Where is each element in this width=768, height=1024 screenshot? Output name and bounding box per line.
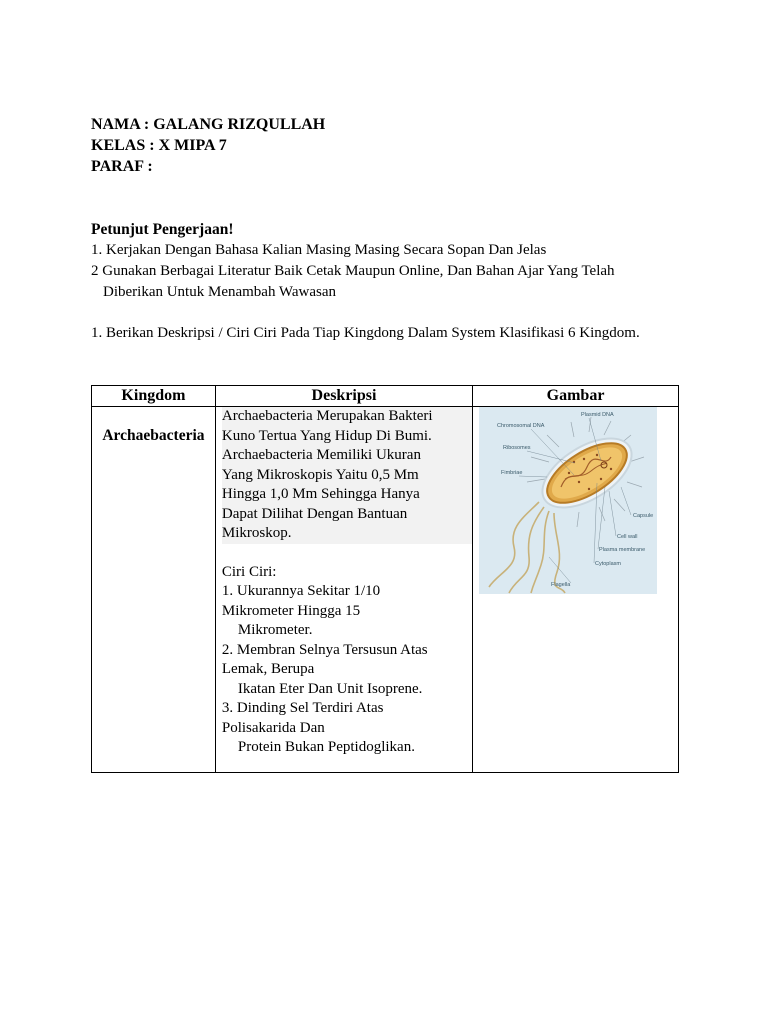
instruction-2-continued: Diberikan Untuk Menambah Wawasan (103, 284, 337, 300)
label-fimbriae: Fimbriae (501, 470, 523, 476)
ciri-line: Lemak, Berupa (221, 661, 315, 677)
label-chromosomal: Chromosomal DNA (497, 423, 545, 429)
ciri-line: Protein Bukan Peptidoglikan. (237, 739, 415, 755)
label-plasma: Plasma membrane (599, 547, 646, 553)
instruction-1: 1. Kerjakan Dengan Bahasa Kalian Masing Masing Secara Sopan Dan Jelas (91, 242, 547, 258)
header-deskripsi: Deskripsi (215, 386, 472, 407)
ciri-line: Ikatan Eter Dan Unit Isoprene. (237, 680, 423, 697)
instructions-title: Petunjut Pengerjaan! (91, 221, 234, 238)
label-cytoplasm: Cytoplasm (595, 561, 622, 567)
desc-line: Archaebacteria Merupakan Bakteri (222, 407, 472, 427)
desc-line: Hingga 1,0 Mm Sehingga Hanya (222, 485, 472, 505)
ciri-line: Mikrometer Hingga 15 (221, 602, 361, 619)
kingdom-cell: Archaebacteria (92, 407, 216, 773)
ciri-line: Polisakarida Dan (221, 719, 325, 736)
student-header (91, 114, 325, 177)
label-flagella: Flagella (551, 582, 571, 588)
desc-line: Kuno Tertua Yang Hidup Di Bumi. (222, 427, 472, 447)
kingdom-table (91, 385, 679, 773)
description-cell (215, 407, 472, 773)
instructions (91, 219, 691, 303)
question-1: 1. Berikan Deskripsi / Ciri Ciri Pada Tiap Kingdong Dalam System Klasifikasi 6 Kingdom. (91, 325, 640, 341)
ciri-line: 2. Membran Selnya Tersusun Atas (221, 641, 428, 658)
label-cellwall: Cell wall (617, 534, 638, 540)
label-capsule: Capsule (633, 513, 654, 519)
table-header-row (92, 386, 679, 407)
desc-line: Archaebacteria Memiliki Ukuran (222, 446, 472, 466)
student-signature: PARAF : (91, 158, 153, 175)
header-gambar: Gambar (473, 386, 679, 407)
ciri-line: Mikrometer. (237, 622, 313, 638)
image-cell (473, 407, 679, 773)
table-row (92, 407, 679, 773)
label-ribosomes: Ribosomes (503, 445, 531, 451)
desc-line: Yang Mikroskopis Yaitu 0,5 Mm (222, 466, 472, 486)
student-name: NAMA : GALANG RIZQULLAH (91, 116, 326, 133)
ciri-line: 3. Dinding Sel Terdiri Atas (221, 700, 384, 716)
bacteria-illustration (479, 407, 657, 594)
instruction-2: 2 Gunakan Berbagai Literatur Baik Cetak Maupun Online, Dan Bahan Ajar Yang Telah (91, 263, 615, 279)
ciri-title: Ciri Ciri: (221, 563, 277, 580)
ciri-line: 1. Ukurannya Sekitar 1/10 (221, 583, 381, 599)
desc-line: Mikroskop. (222, 524, 472, 544)
label-plasmid: Plasmid DNA (581, 412, 614, 418)
desc-line: Dapat Dilihat Dengan Bantuan (222, 505, 472, 525)
header-kingdom: Kingdom (92, 386, 216, 407)
student-class: KELAS : X MIPA 7 (91, 137, 227, 154)
